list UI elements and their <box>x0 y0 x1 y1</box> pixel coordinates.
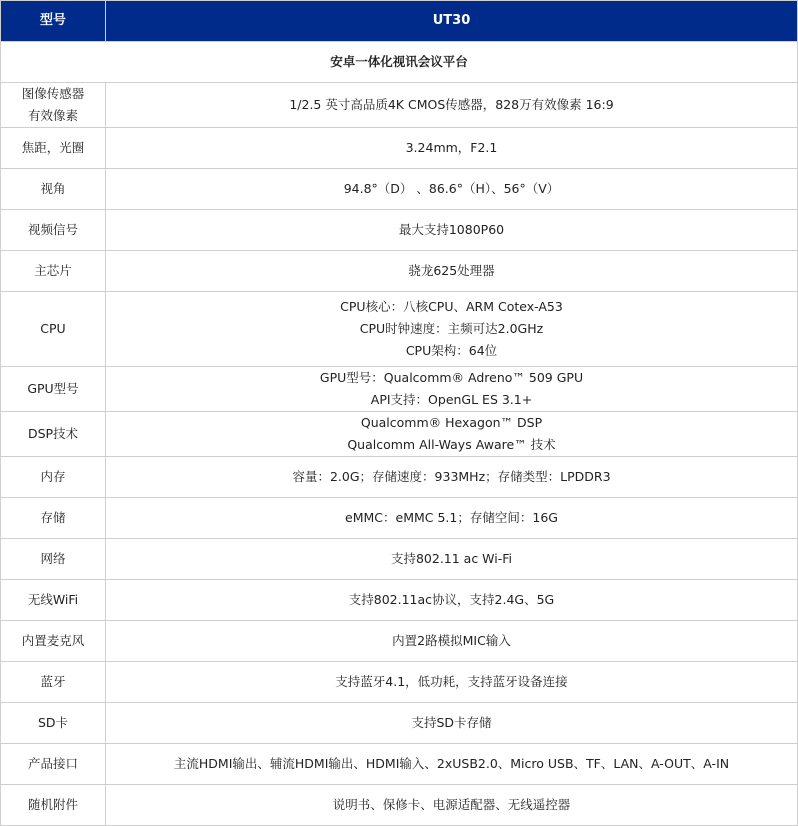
spec-value <box>106 412 798 457</box>
spec-value <box>106 621 798 662</box>
spec-row <box>1 785 798 826</box>
spec-label <box>1 785 106 826</box>
spec-label-line: 视频信号 <box>27 222 78 237</box>
subtitle-row <box>1 42 798 83</box>
spec-value <box>106 83 798 128</box>
spec-value <box>106 292 798 367</box>
spec-label-line: CPU <box>40 321 66 336</box>
spec-row <box>1 128 798 169</box>
spec-value-line: CPU核心：八核CPU、ARM Cotex-A53 <box>340 299 563 314</box>
spec-label-line: 主芯片 <box>34 263 72 278</box>
spec-row <box>1 210 798 251</box>
spec-row <box>1 412 798 457</box>
spec-label <box>1 744 106 785</box>
spec-label-line: 存储 <box>40 510 66 525</box>
spec-row <box>1 539 798 580</box>
spec-value-line: Qualcomm® Hexagon™ DSP <box>360 415 543 430</box>
spec-value <box>106 457 798 498</box>
spec-row <box>1 83 798 128</box>
spec-value-line: 3.24mm，F2.1 <box>405 140 498 155</box>
spec-label-line: 内存 <box>40 469 66 484</box>
spec-label <box>1 128 106 169</box>
spec-label <box>1 662 106 703</box>
spec-label-line: 蓝牙 <box>40 674 66 689</box>
header-model-value: UT30 <box>106 1 798 42</box>
spec-value-line: 最大支持1080P60 <box>398 222 505 237</box>
spec-value-line: eMMC：eMMC 5.1；存储空间：16G <box>345 510 558 525</box>
spec-value-line: 骁龙625处理器 <box>408 263 495 278</box>
spec-row <box>1 744 798 785</box>
spec-row <box>1 498 798 539</box>
spec-value <box>106 498 798 539</box>
spec-label <box>1 169 106 210</box>
spec-label <box>1 703 106 744</box>
header-model-label: 型号 <box>1 1 106 42</box>
spec-row <box>1 457 798 498</box>
spec-label <box>1 251 106 292</box>
spec-label <box>1 498 106 539</box>
spec-value <box>106 580 798 621</box>
spec-value-line: 说明书、保修卡、电源适配器、无线遥控器 <box>332 797 571 812</box>
spec-row <box>1 621 798 662</box>
spec-value-line: 主流HDMI输出、辅流HDMI输出、HDMI输入、2xUSB2.0、Micro USB、TF、LAN、A-OUT、A-IN <box>173 756 730 771</box>
spec-label <box>1 292 106 367</box>
spec-value <box>106 128 798 169</box>
spec-value-line: 支持802.11 ac Wi-Fi <box>390 551 513 566</box>
spec-label-line: 有效像素 <box>27 108 78 123</box>
spec-value-line: 支持蓝牙4.1，低功耗，支持蓝牙设备连接 <box>335 674 568 689</box>
spec-value <box>106 367 798 412</box>
spec-value-line: 1/2.5 英寸高品质4K CMOS传感器，828万有效像素 16:9 <box>289 97 614 112</box>
spec-value-line: CPU架构：64位 <box>405 343 498 358</box>
spec-row <box>1 580 798 621</box>
spec-label-line: SD卡 <box>37 715 69 730</box>
spec-value <box>106 744 798 785</box>
spec-label-line: GPU型号 <box>27 381 79 396</box>
spec-value <box>106 251 798 292</box>
spec-label <box>1 457 106 498</box>
spec-value-line: 94.8°（D） 、86.6°（H）、56°（V） <box>343 181 560 196</box>
spec-value <box>106 703 798 744</box>
spec-label <box>1 210 106 251</box>
spec-label-line: 网络 <box>40 551 66 566</box>
spec-value-line: 支持802.11ac协议，支持2.4G、5G <box>348 592 555 607</box>
spec-label-line: 图像传感器 <box>21 86 85 101</box>
spec-row <box>1 367 798 412</box>
spec-label <box>1 412 106 457</box>
spec-value <box>106 539 798 580</box>
spec-value-line: Qualcomm All-Ways Aware™ 技术 <box>347 437 556 452</box>
spec-value-line: CPU时钟速度：主频可达2.0GHz <box>359 321 544 336</box>
header-row <box>1 1 798 42</box>
spec-value-line: 容量：2.0G；存储速度：933MHz；存储类型：LPDDR3 <box>292 469 611 484</box>
spec-value <box>106 169 798 210</box>
spec-value-line: 内置2路模拟MIC输入 <box>392 633 511 648</box>
spec-value <box>106 662 798 703</box>
spec-label <box>1 621 106 662</box>
spec-value <box>106 210 798 251</box>
spec-label-line: 焦距，光圈 <box>21 140 85 155</box>
spec-label <box>1 367 106 412</box>
spec-value-line: API支持：OpenGL ES 3.1+ <box>370 392 533 407</box>
spec-label-line: 视角 <box>40 181 66 196</box>
spec-row <box>1 703 798 744</box>
product-subtitle: 安卓一体化视讯会议平台 <box>1 42 798 83</box>
spec-label-line: DSP技术 <box>27 426 79 441</box>
spec-value-line: 支持SD卡存储 <box>411 715 492 730</box>
spec-label-line: 随机附件 <box>27 797 78 812</box>
spec-row <box>1 662 798 703</box>
spec-row <box>1 169 798 210</box>
spec-label <box>1 83 106 128</box>
spec-row <box>1 251 798 292</box>
spec-label <box>1 580 106 621</box>
spec-label-line: 内置麦克风 <box>21 633 85 648</box>
spec-value <box>106 785 798 826</box>
spec-row <box>1 292 798 367</box>
spec-label-line: 无线WiFi <box>27 592 79 607</box>
spec-label-line: 产品接口 <box>27 756 78 771</box>
spec-value-line: GPU型号：Qualcomm® Adreno™ 509 GPU <box>319 370 584 385</box>
spec-label <box>1 539 106 580</box>
